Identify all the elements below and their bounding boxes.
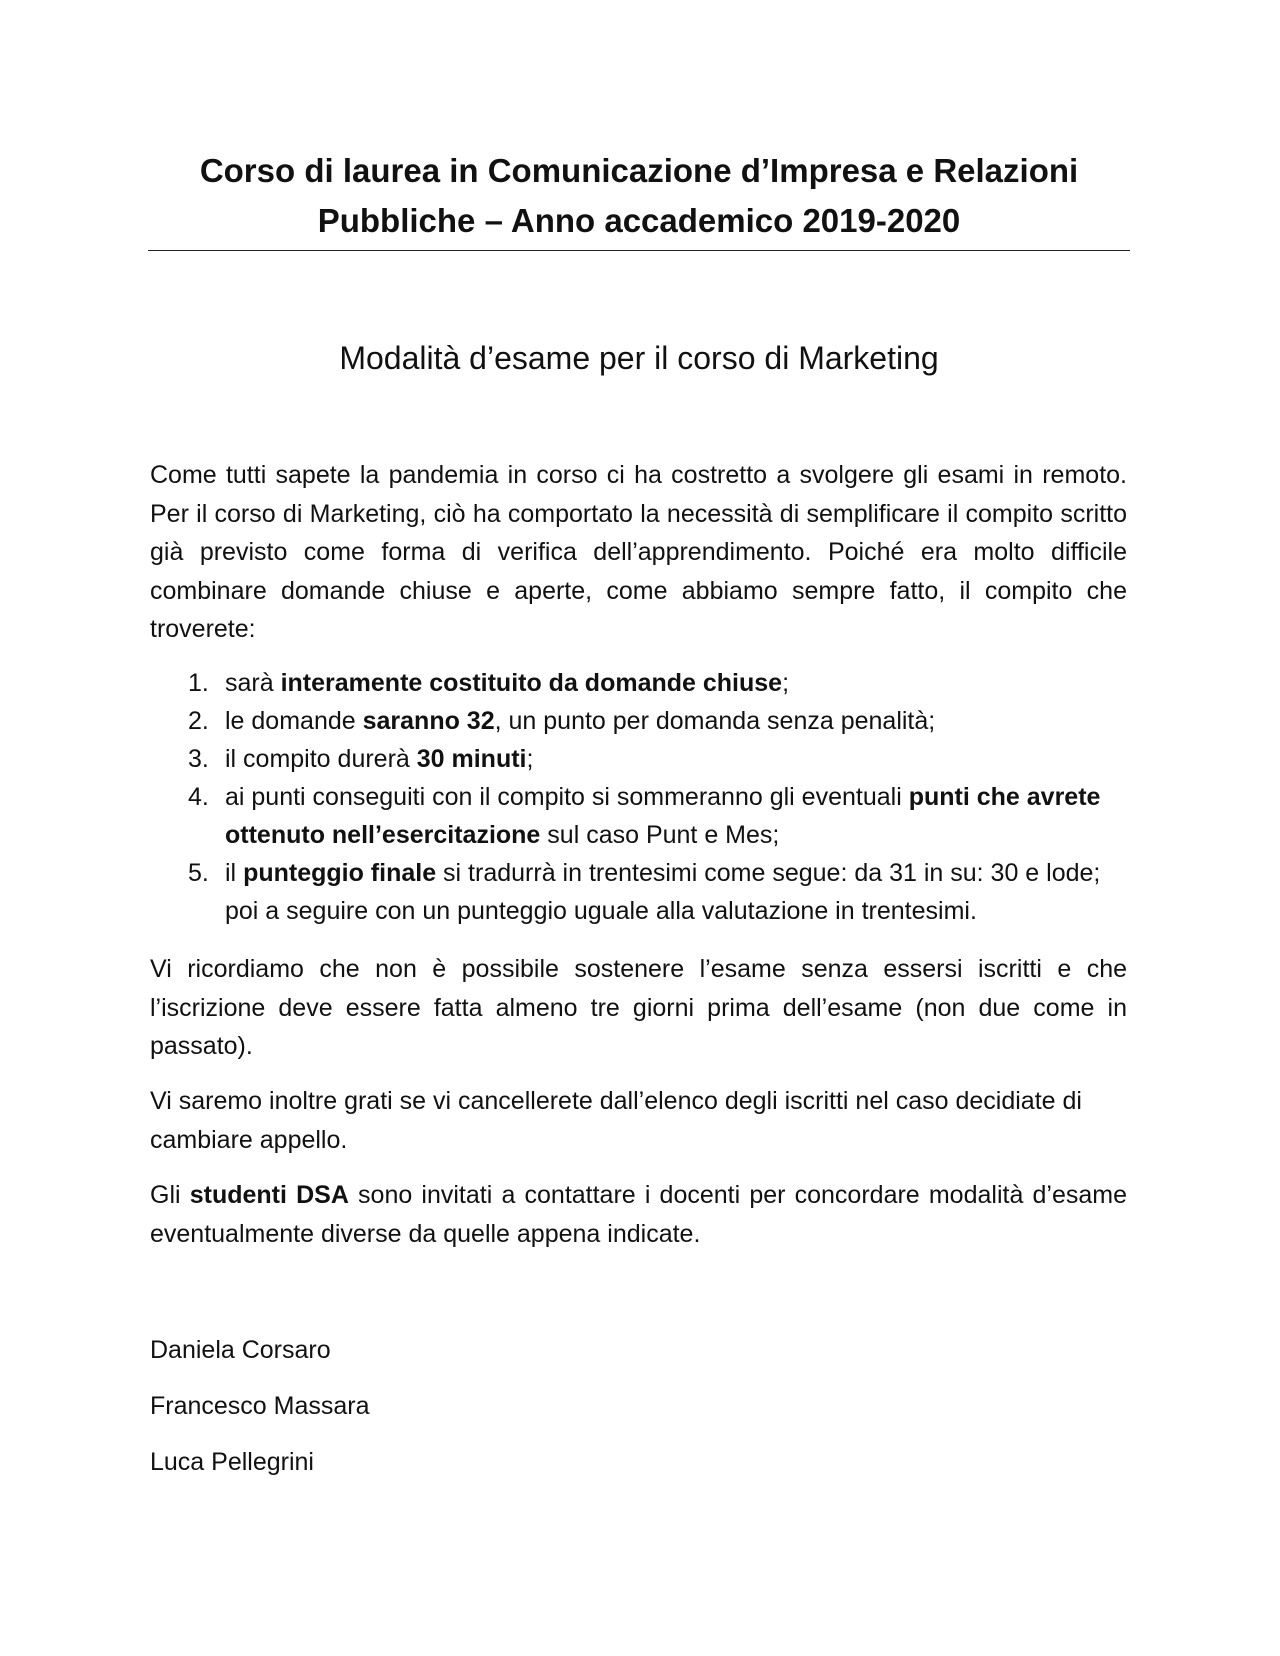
list-item bbox=[150, 702, 1110, 740]
list-item-text: il compito durerà bbox=[225, 745, 417, 773]
list-item-number: 1. bbox=[188, 669, 209, 697]
dsa-text-bold: studenti DSA bbox=[189, 1181, 349, 1209]
signature-name: Daniela Corsaro bbox=[150, 1336, 331, 1364]
cancellation-request-paragraph: Vi saremo inoltre grati se vi cancellerete dall’elenco degli iscritti nel caso decidiate di cambiare appello. bbox=[150, 1087, 1082, 1154]
list-item-bold-text: punteggio finale bbox=[243, 859, 437, 887]
document-subtitle: Modalità d’esame per il corso di Marketing bbox=[339, 340, 939, 376]
signature-name: Luca Pellegrini bbox=[150, 1448, 314, 1476]
header-title-line-1: Corso di laurea in Comunicazione d’Impresa e Relazioni bbox=[199, 152, 1079, 189]
list-item-text: ; bbox=[782, 669, 790, 697]
list-item bbox=[150, 778, 1110, 854]
list-item-text: sul caso Punt e Mes; bbox=[540, 821, 780, 849]
list-item-text: si tradurrà in trentesimi come segue: da 31 in su: 30 e lode; poi a seguire con un punteggio uguale alla valutazione in trentesimi. bbox=[225, 859, 1101, 925]
list-item bbox=[150, 854, 1110, 930]
intro-paragraph: Come tutti sapete la pandemia in corso ci ha costretto a svolgere gli esami in remoto. Per il corso di Marketing, ciò ha comportato la necessità di semplificare il compito scritto già previsto come forma di verifica dell’apprendimento. Poiché era molto difficile combinare domande chiuse e aperte, come abbiamo sempre fatto, il compito che troverete: bbox=[150, 461, 1127, 644]
list-item-text: ai punti conseguiti con il compito si sommeranno gli eventuali bbox=[225, 783, 909, 811]
dsa-text-post: sono invitati a contattare i docenti per concordare modalità d’esame eventualmente diverse da quelle appena indicate. bbox=[150, 1181, 1128, 1248]
list-item-bold-text: interamente costituito da domande chiuse bbox=[280, 669, 783, 697]
header-title-line-2: Pubbliche – Anno accademico 2019-2020 bbox=[317, 202, 961, 239]
signature-name: Francesco Massara bbox=[150, 1392, 370, 1420]
list-item-bold-text: saranno 32 bbox=[362, 707, 495, 735]
list-item-number: 5. bbox=[188, 859, 209, 887]
list-item bbox=[150, 740, 1110, 778]
list-item-text: ; bbox=[526, 745, 534, 773]
list-item bbox=[150, 664, 1110, 702]
list-item-text: sarà bbox=[225, 669, 281, 697]
dsa-text-pre: Gli bbox=[150, 1181, 190, 1209]
list-item-text: , un punto per domanda senza penalità; bbox=[494, 707, 936, 735]
exam-rules-list bbox=[150, 664, 1110, 930]
list-item-number: 4. bbox=[188, 783, 209, 811]
list-item-bold-text: 30 minuti bbox=[416, 745, 527, 773]
list-item-number: 2. bbox=[188, 707, 209, 735]
list-item-text: il bbox=[225, 859, 244, 887]
registration-reminder-paragraph: Vi ricordiamo che non è possibile sostenere l’esame senza essersi iscritti e che l’iscrizione deve essere fatta almeno tre giorni prima dell’esame (non due come in passato). bbox=[150, 955, 1127, 1061]
list-item-bold-text: punti che avrete ottenuto nell’esercitazione bbox=[225, 783, 1101, 849]
list-item-text: le domande bbox=[225, 707, 363, 735]
document-header bbox=[148, 146, 1130, 246]
signatures bbox=[150, 1322, 370, 1490]
header-divider bbox=[148, 250, 1130, 251]
dsa-students-paragraph bbox=[150, 1176, 1127, 1253]
list-item-number: 3. bbox=[188, 745, 209, 773]
